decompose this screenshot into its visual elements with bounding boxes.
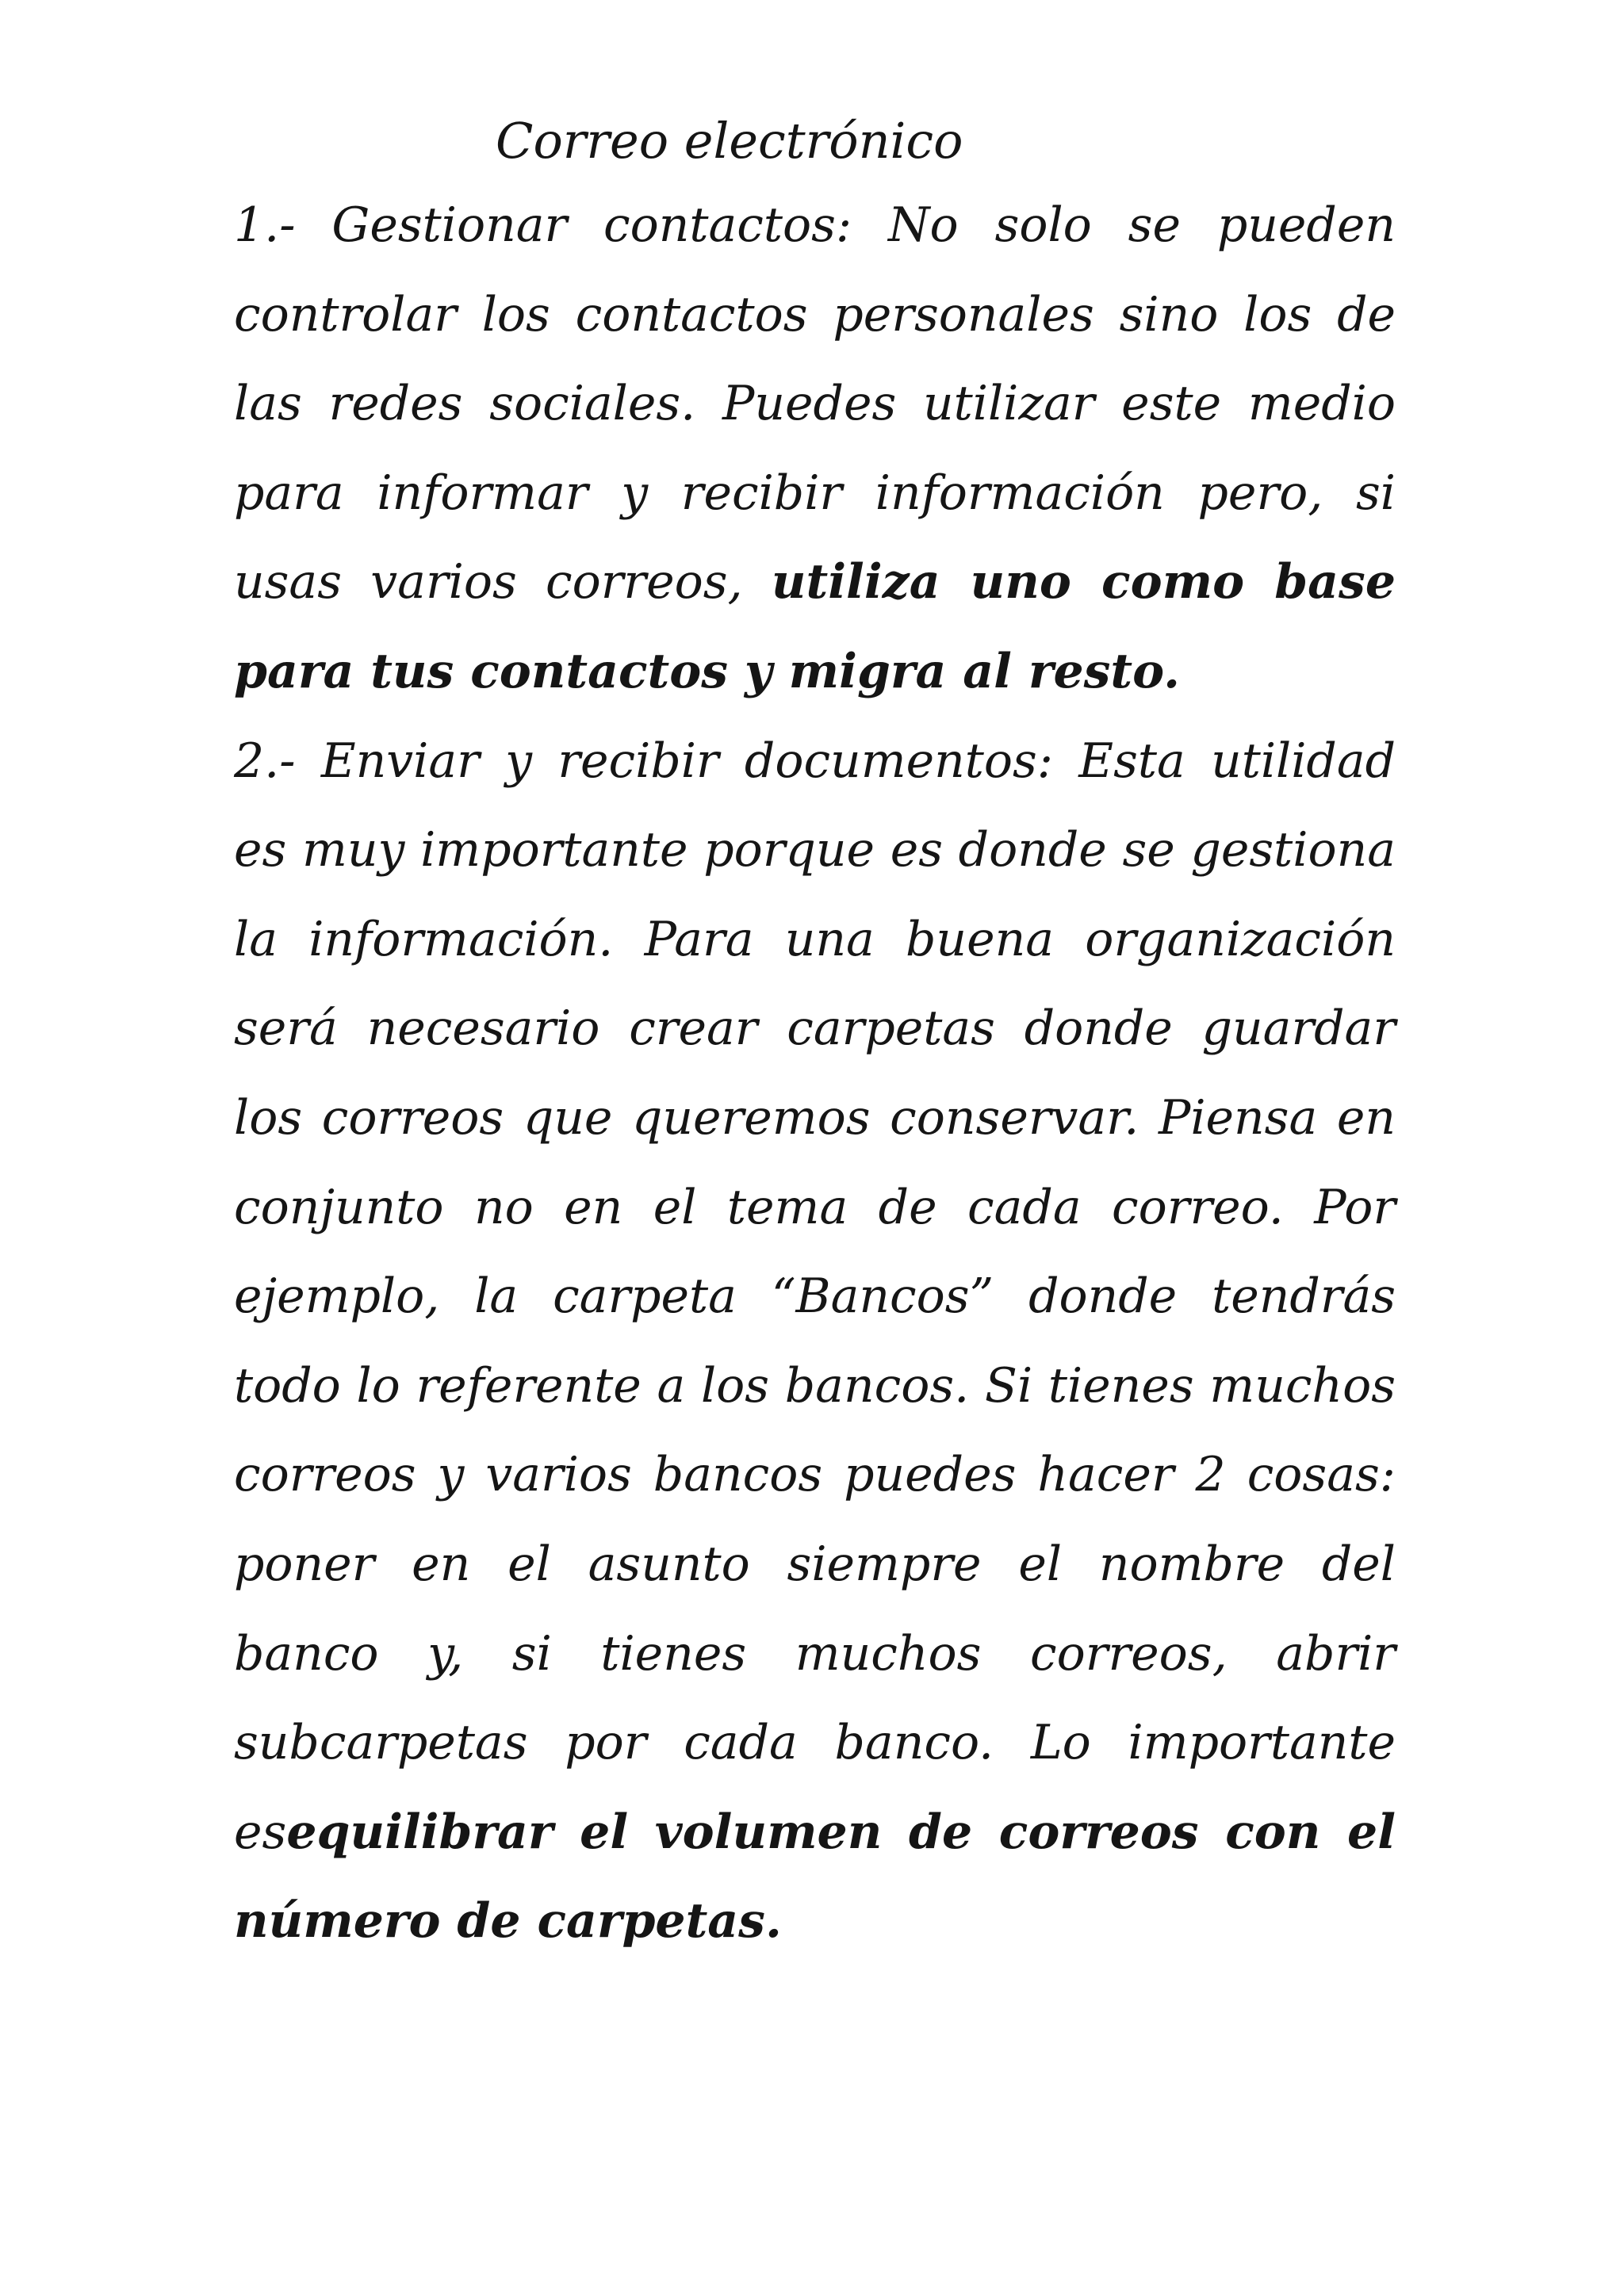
section-emphasis: equilibrar el volumen de correos con el número de carpetas. — [234, 1804, 1396, 1950]
section-heading: 1.- Gestionar contactos: — [234, 197, 852, 253]
document-title: Correo electrónico — [496, 112, 963, 170]
section-heading: 2.- Enviar y recibir documentos: — [234, 733, 1053, 789]
section-emphasis: utiliza uno como base para tus contactos y migra al resto. — [234, 554, 1396, 699]
document-body — [234, 181, 1396, 1966]
section-text: No solo se pueden controlar los contactos personales sino los de las redes sociales. Puedes utilizar este medio para informar y recibir información pero, si usas varios correos, — [234, 197, 1396, 610]
section-text: Esta utilidad es muy importante porque es donde se gestiona la información. Para una buena organización será necesario crear carpetas donde guardar los correos que queremos conservar. Piensa en conjunto no en el tema de cada correo. Por ejemplo, la carpeta “Bancos” donde tendrás todo lo referente a los bancos. Si tienes muchos correos y varios bancos puedes hacer 2 cosas: poner en el asunto siempre el nombre del banco y, si tienes muchos correos, abrir subcarpetas por cada banco. Lo importante es — [234, 733, 1396, 1860]
section-contacts — [234, 181, 1396, 717]
section-documents — [234, 717, 1396, 1966]
